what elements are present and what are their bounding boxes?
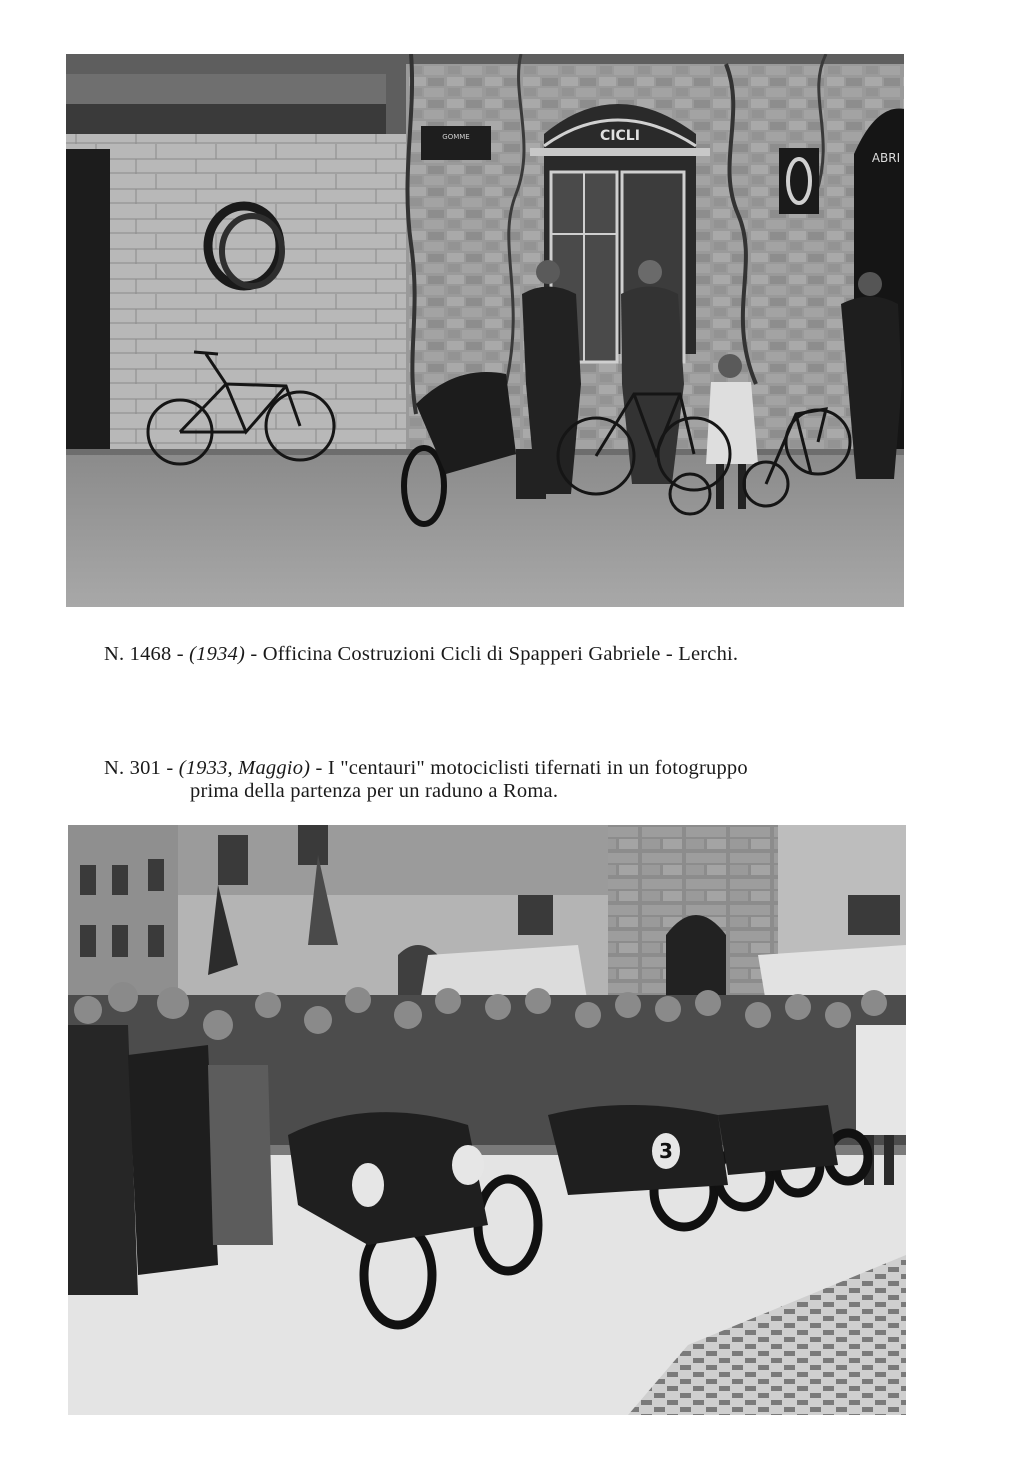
dirt-road: [66, 449, 904, 607]
caption-workshop-text: Officina Costruzioni Cicli di Spapperi Gabriele - Lerchi.: [262, 643, 739, 665]
caption-workshop: [104, 643, 884, 666]
caption-motorcyclists-separator-2: -: [310, 757, 328, 779]
caption-workshop-date: (1934): [189, 643, 246, 665]
photo-motorcyclists-group: [68, 825, 906, 1415]
left-wall: [66, 134, 406, 464]
number-plate: [352, 1163, 384, 1207]
number-plate-text: 3: [659, 1139, 673, 1163]
caption-motorcyclists-date: (1933, Maggio): [178, 757, 311, 779]
caption-motorcyclists-separator-1: -: [161, 757, 179, 779]
caption-motorcyclists-line-1: [104, 757, 904, 780]
cicli-sign-text: CICLI: [600, 128, 640, 144]
left-doorway: [66, 149, 110, 449]
motorcyclists-photo-image: [68, 825, 906, 1415]
workshop-photo-image: [66, 54, 904, 607]
caption-workshop-separator-2: -: [245, 643, 263, 665]
caption-workshop-separator-1: -: [171, 643, 190, 665]
photo-bicycle-workshop: [66, 54, 904, 607]
fabbrica-sign-text: ABRI: [871, 151, 901, 165]
gomme-sign: [421, 126, 491, 160]
caption-workshop-number: N. 1468: [104, 643, 172, 665]
caption-motorcyclists-line-2: [104, 780, 904, 803]
man-centre: [621, 260, 684, 484]
caption-motorcyclists: [104, 757, 904, 803]
caption-motorcyclists-number: N. 301: [104, 757, 162, 779]
gomme-sign-text: GOMME: [442, 133, 470, 141]
caption-motorcyclists-text-1: I "centauri" motociclisti tifernati in un fotogruppo: [327, 757, 748, 779]
caption-motorcyclists-text-2: prima della partenza per un raduno a Roma.: [190, 780, 559, 802]
